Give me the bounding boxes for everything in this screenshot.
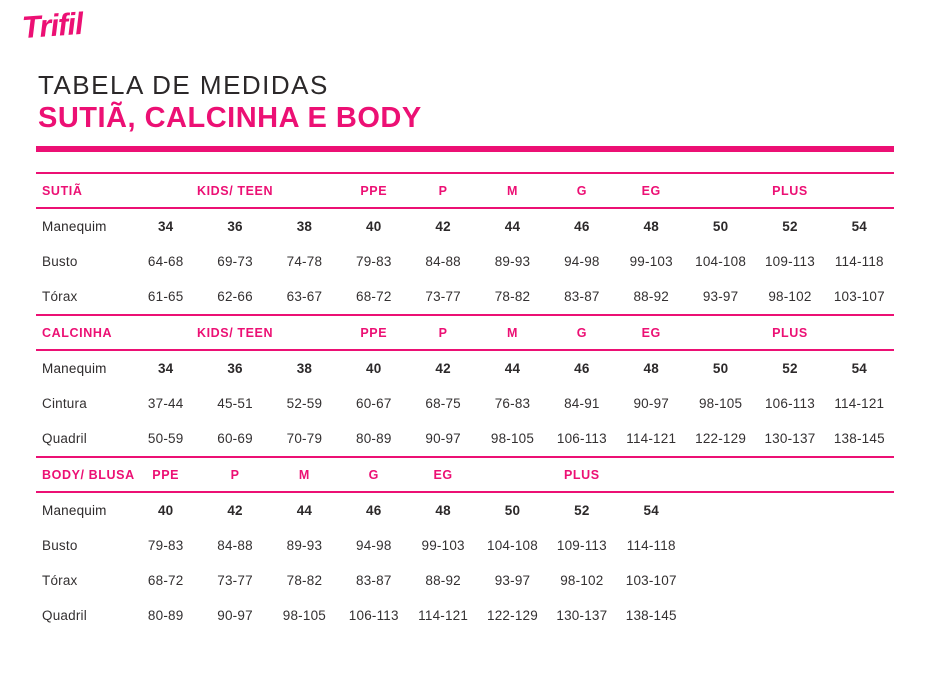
measurement-cell: 46 [574, 361, 590, 376]
size-group-label: M [506, 183, 518, 198]
measurement-cell: 114-121 [626, 431, 677, 446]
measurement-cell: 106-113 [764, 396, 815, 411]
measurement-cell: 34 [157, 219, 174, 234]
row-label: Tórax [42, 573, 78, 588]
measurement-cell: 73-77 [425, 289, 461, 304]
measurement-cell: 68-75 [425, 396, 461, 411]
measurement-cell: 48 [435, 503, 451, 518]
size-group-label: PPE [360, 183, 388, 198]
measurement-cell: 106-113 [556, 431, 607, 446]
measurement-cell: 104-108 [695, 254, 747, 269]
measurement-cell: 103-107 [833, 289, 885, 304]
measurement-cell: 78-82 [286, 573, 323, 588]
measurement-cell: 78-82 [494, 289, 531, 304]
row-label: Manequim [42, 219, 107, 234]
measurement-cell: 60-67 [356, 396, 392, 411]
size-group-label: KIDS/ TEEN [196, 325, 274, 340]
measurement-cell: 69-73 [217, 254, 253, 269]
measurement-cell: 45-51 [217, 396, 253, 411]
measurement-cell: 109-113 [556, 538, 607, 553]
table-title: BODY/ BLUSA [42, 467, 135, 482]
measurement-cell: 88-92 [425, 573, 461, 588]
size-group-label: G [368, 467, 379, 482]
measurement-cell: 44 [504, 361, 521, 376]
size-tables-container [36, 172, 894, 633]
row-label: Quadril [42, 608, 87, 623]
measurement-cell: 34 [157, 361, 174, 376]
size-table-body-blusa [36, 456, 894, 633]
measurement-cell: 46 [366, 503, 382, 518]
measurement-cell: 50-59 [147, 431, 184, 446]
measurement-cell: 79-83 [147, 538, 184, 553]
measurement-cell: 46 [574, 219, 590, 234]
measurement-cell: 89-93 [494, 254, 531, 269]
row-label: Manequim [42, 503, 107, 518]
table-row [36, 421, 894, 456]
row-label: Cintura [42, 396, 87, 411]
size-table-suti [36, 172, 894, 314]
measurement-cell: 40 [366, 219, 382, 234]
table-row [36, 244, 894, 279]
measurement-cell: 94-98 [356, 538, 392, 553]
measurement-cell: 114-121 [834, 396, 885, 411]
measurement-cell: 88-92 [633, 289, 669, 304]
measurement-cell: 63-67 [286, 289, 323, 304]
measurement-cell: 83-87 [564, 289, 600, 304]
measurement-cell: 122-129 [487, 608, 538, 623]
measurement-cell: 122-129 [695, 431, 747, 446]
measurement-cell: 93-97 [702, 289, 739, 304]
size-group-label: G [576, 325, 588, 340]
measurement-cell: 48 [643, 219, 659, 234]
size-group-label: PLUS [772, 183, 808, 198]
measurement-cell: 68-72 [356, 289, 392, 304]
measurement-cell: 52 [782, 219, 798, 234]
measurement-cell: 90-97 [633, 396, 669, 411]
title-divider-rule [36, 146, 894, 152]
row-label: Manequim [42, 361, 107, 376]
measurement-cell: 70-79 [286, 431, 323, 446]
row-label: Tórax [42, 289, 78, 304]
table-header-row [36, 172, 894, 209]
measurement-cell: 93-97 [494, 573, 531, 588]
measurement-cell: 89-93 [286, 538, 323, 553]
measurement-cell: 99-103 [421, 538, 465, 553]
table-row [36, 598, 894, 633]
measurement-cell: 90-97 [217, 608, 253, 623]
measurement-cell: 36 [227, 219, 243, 234]
size-group-label: EG [641, 325, 661, 340]
size-group-label: P [438, 183, 448, 198]
measurement-cell: 60-69 [217, 431, 253, 446]
measurement-cell: 54 [851, 219, 868, 234]
measurement-cell: 40 [366, 361, 382, 376]
size-table-calcinha [36, 314, 894, 456]
measurement-cell: 42 [435, 219, 451, 234]
measurement-cell: 52 [574, 503, 590, 518]
measurement-cell: 42 [435, 361, 451, 376]
measurement-cell: 44 [504, 219, 521, 234]
measurement-cell: 50 [712, 219, 729, 234]
measurement-cell: 38 [296, 361, 313, 376]
size-group-label: P [230, 467, 240, 482]
measurement-cell: 80-89 [147, 608, 184, 623]
row-label: Quadril [42, 431, 87, 446]
measurement-cell: 68-72 [147, 573, 184, 588]
size-group-label: G [576, 183, 588, 198]
measurement-cell: 99-103 [629, 254, 673, 269]
size-group-label: EG [641, 183, 661, 198]
size-group-label: P [438, 325, 448, 340]
measurement-cell: 103-107 [625, 573, 677, 588]
table-header-row [36, 314, 894, 351]
measurement-cell: 54 [643, 503, 659, 518]
measurement-cell: 114-121 [418, 608, 469, 623]
measurement-cell: 84-88 [217, 538, 253, 553]
measurement-cell: 73-77 [217, 573, 253, 588]
page-subtitle: SUTIÃ, CALCINHA E BODY [38, 102, 422, 134]
brand-logo: Trifil [20, 5, 84, 46]
row-label: Busto [42, 254, 78, 269]
measurement-cell: 76-83 [494, 396, 531, 411]
measurement-cell: 62-66 [217, 289, 253, 304]
table-row [36, 351, 894, 386]
measurement-cell: 84-91 [564, 396, 600, 411]
measurement-cell: 98-105 [698, 396, 743, 411]
size-group-label: PPE [360, 325, 388, 340]
table-row [36, 209, 894, 244]
size-group-label: PLUS [772, 325, 808, 340]
measurement-cell: 44 [296, 503, 313, 518]
measurement-cell: 98-102 [560, 573, 604, 588]
size-group-label: KIDS/ TEEN [196, 183, 274, 198]
measurement-cell: 130-137 [556, 608, 608, 623]
measurement-cell: 48 [643, 361, 659, 376]
measurement-cell: 42 [227, 503, 243, 518]
table-row [36, 279, 894, 314]
measurement-cell: 104-108 [487, 538, 538, 553]
row-label: Busto [42, 538, 78, 553]
size-group-label: PLUS [563, 467, 600, 482]
measurement-cell: 52 [782, 361, 798, 376]
measurement-cell: 50 [712, 361, 729, 376]
table-title: SUTIÃ [42, 183, 83, 198]
measurement-cell: 61-65 [147, 289, 184, 304]
table-row [36, 528, 894, 563]
measurement-cell: 138-145 [833, 431, 885, 446]
measurement-cell: 52-59 [286, 396, 323, 411]
measurement-cell: 37-44 [147, 396, 184, 411]
measurement-cell: 138-145 [625, 608, 677, 623]
table-title: CALCINHA [42, 325, 113, 340]
measurement-cell: 80-89 [356, 431, 392, 446]
size-group-label: M [506, 325, 518, 340]
measurement-cell: 36 [227, 361, 243, 376]
size-group-label: EG [433, 467, 453, 482]
measurement-cell: 98-105 [282, 608, 327, 623]
measurement-cell: 114-118 [834, 254, 884, 269]
measurement-cell: 50 [504, 503, 521, 518]
measurement-cell: 106-113 [348, 608, 399, 623]
measurement-cell: 84-88 [425, 254, 461, 269]
measurement-cell: 109-113 [764, 254, 815, 269]
measurement-cell: 98-105 [490, 431, 535, 446]
measurement-cell: 90-97 [425, 431, 461, 446]
measurement-cell: 74-78 [286, 254, 323, 269]
table-row [36, 386, 894, 421]
table-header-row [36, 456, 894, 493]
measurement-cell: 94-98 [564, 254, 600, 269]
table-row [36, 493, 894, 528]
measurement-cell: 54 [851, 361, 868, 376]
measurement-cell: 98-102 [768, 289, 812, 304]
table-row [36, 563, 894, 598]
measurement-cell: 114-118 [626, 538, 676, 553]
measurement-cell: 38 [296, 219, 313, 234]
measurement-cell: 130-137 [764, 431, 816, 446]
measurement-cell: 64-68 [147, 254, 184, 269]
measurement-cell: 79-83 [356, 254, 392, 269]
page-title: TABELA DE MEDIDAS [38, 70, 329, 100]
measurement-cell: 40 [157, 503, 174, 518]
size-group-label: M [298, 467, 310, 482]
measurement-cell: 83-87 [356, 573, 392, 588]
size-group-label: PPE [152, 467, 180, 482]
